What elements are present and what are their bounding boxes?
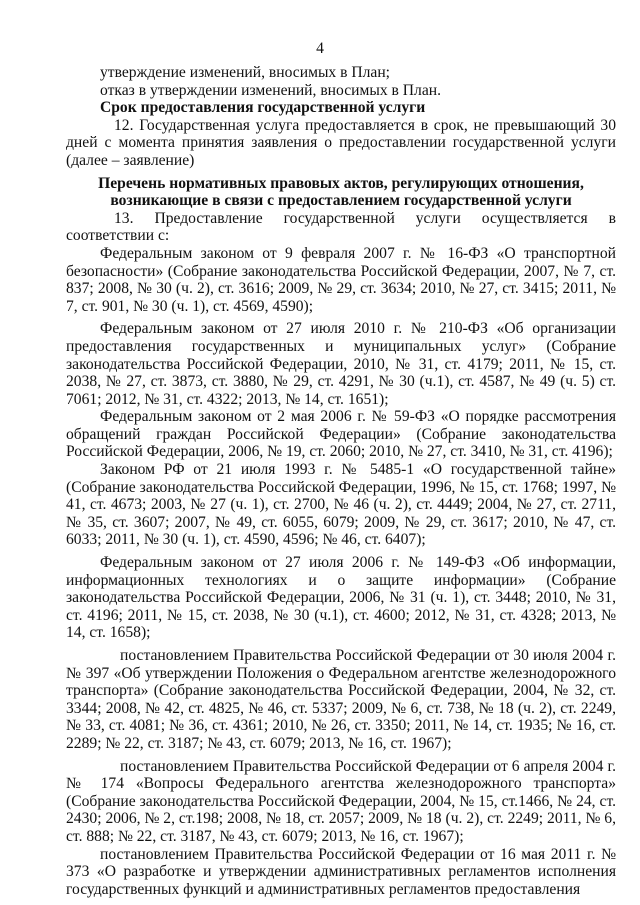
decree-174: постановлением Правительства Российской Федерации от 6 апреля 2004 г. № 174 «Вопросы Федерального агентства железнодорожного транспорта» (Собрание законодательства Российской Федерации, 2004, № 15, ст.1466, № 24, ст. 2430; 2006, № 2, ст.198; 2008, № 18, ст. 2057; 2009, № 18 (ч. 2), ст. 2249; 2011, № 6, ст. 888; № 22, ст. 3187, № 43, ст. 6079; 2013, № 16, ст. 1967); <box>66 757 616 845</box>
paragraph-approve-changes: утверждение изменений, вносимых в План; <box>100 64 391 81</box>
law-state-services: Федеральным законом от 27 июля 2010 г. № 210-ФЗ «Об организации предоставления государственных и муниципальных услуг» (Собрание законодательства Российской Федерации, 2010, № 31, ст. 4179; 2011, № 15, ст. 2038, № 27, ст. 3873, ст. 3880, № 29, ст. 4291, № 30 (ч.1), ст. 4587, № 49 (ч. 5) ст. 7061; 2012, № 31, ст. 4322; 2013, № 14, ст. 1651); <box>66 320 616 408</box>
page-number: 4 <box>316 40 324 57</box>
heading-service-term: Срок предоставления государственной услуги <box>100 99 426 117</box>
decree-373: постановлением Правительства Российской Федерации от 16 мая 2011 г. № 373 «О разработке и утверждении административных регламентов исполнения государственных функций и административных регламентов предоставления <box>66 845 616 898</box>
paragraph-refuse-changes: отказ в утверждении изменений, вносимых в План. <box>100 81 441 99</box>
heading-legal-acts: Перечень нормативных правовых актов, регулирующих отношения, возникающие в связи с предоставлением государственной услуги <box>98 174 584 210</box>
document-body <box>66 64 616 898</box>
paragraph-13: 13. Предоставление государственной услуги осуществляется в соответствии с: <box>66 209 616 245</box>
decree-397: постановлением Правительства Российской Федерации от 30 июля 2004 г. № 397 «Об утверждении Положения о Федеральном агентстве железнодорожного транспорта» (Собрание законодательства Российской Федерации, 2004, № 32, ст. 3344; 2008, № 42, ст. 4825, № 46, ст. 5337; 2009, № 6, ст. 738, № 18 (ч. 2), ст. 2249, № 33, ст. 4081; № 36, ст. 4361; 2010, № 26, ст. 3350; 2011, № 14, ст. 1935; № 16, ст. 2289; № 22, ст. 3187; № 43, ст. 6079; 2013, № 16, ст. 1967); <box>66 647 616 752</box>
paragraph-12: 12. Государственная услуга предоставляется в срок, не превышающий 30 дней с момента принятия заявления о предоставлении государственной услуги (далее – заявление) <box>66 116 616 169</box>
law-citizen-appeals: Федеральным законом от 2 мая 2006 г. № 59-ФЗ «О порядке рассмотрения обращений граждан Российской Федерации» (Собрание законодательства Российской Федерации, 2006, № 19, ст. 2060; 2010, № 27, ст. 3410, № 31, ст. 4196); <box>66 408 616 461</box>
law-transport-security: Федеральным законом от 9 февраля 2007 г. № 16-ФЗ «О транспортной безопасности» (Собрание законодательства Российской Федерации, 2007, № 7, ст. 837; 2008, № 30 (ч. 2), ст. 3616; 2009, № 29, ст. 3634; 2010, № 27, ст. 3415; 2011, № 7, ст. 901, № 30 (ч. 1), ст. 4569, 4590); <box>66 244 616 315</box>
law-state-secret: Законом РФ от 21 июля 1993 г. № 5485-1 «О государственной тайне» (Собрание законодательства Российской Федерации, 1996, № 15, ст. 1768; 1997, № 41, ст. 4673; 2003, № 27 (ч. 1), ст. 2700, № 46 (ч. 2), ст. 4449; 2004, № 27, ст. 2711, № 35, ст. 3607; 2007, № 49, ст. 6055, 6079; 2009, № 29, ст. 3617; 2010, № 47, ст. 6033; 2011, № 30 (ч. 1), ст. 4590, 4596; № 46, ст. 6407); <box>66 461 616 549</box>
law-information: Федеральным законом от 27 июля 2006 г. № 149-ФЗ «Об информации, информационных технологиях и о защите информации» (Собрание законодательства Российской Федерации, 2006, № 31 (ч. 1), ст. 3448; 2010, № 31, ст. 4196; 2011, № 15, ст. 2038, № 30 (ч.1), ст. 4600; 2012, № 31, ст. 4328; 2013, № 14, ст. 1658); <box>66 554 616 642</box>
